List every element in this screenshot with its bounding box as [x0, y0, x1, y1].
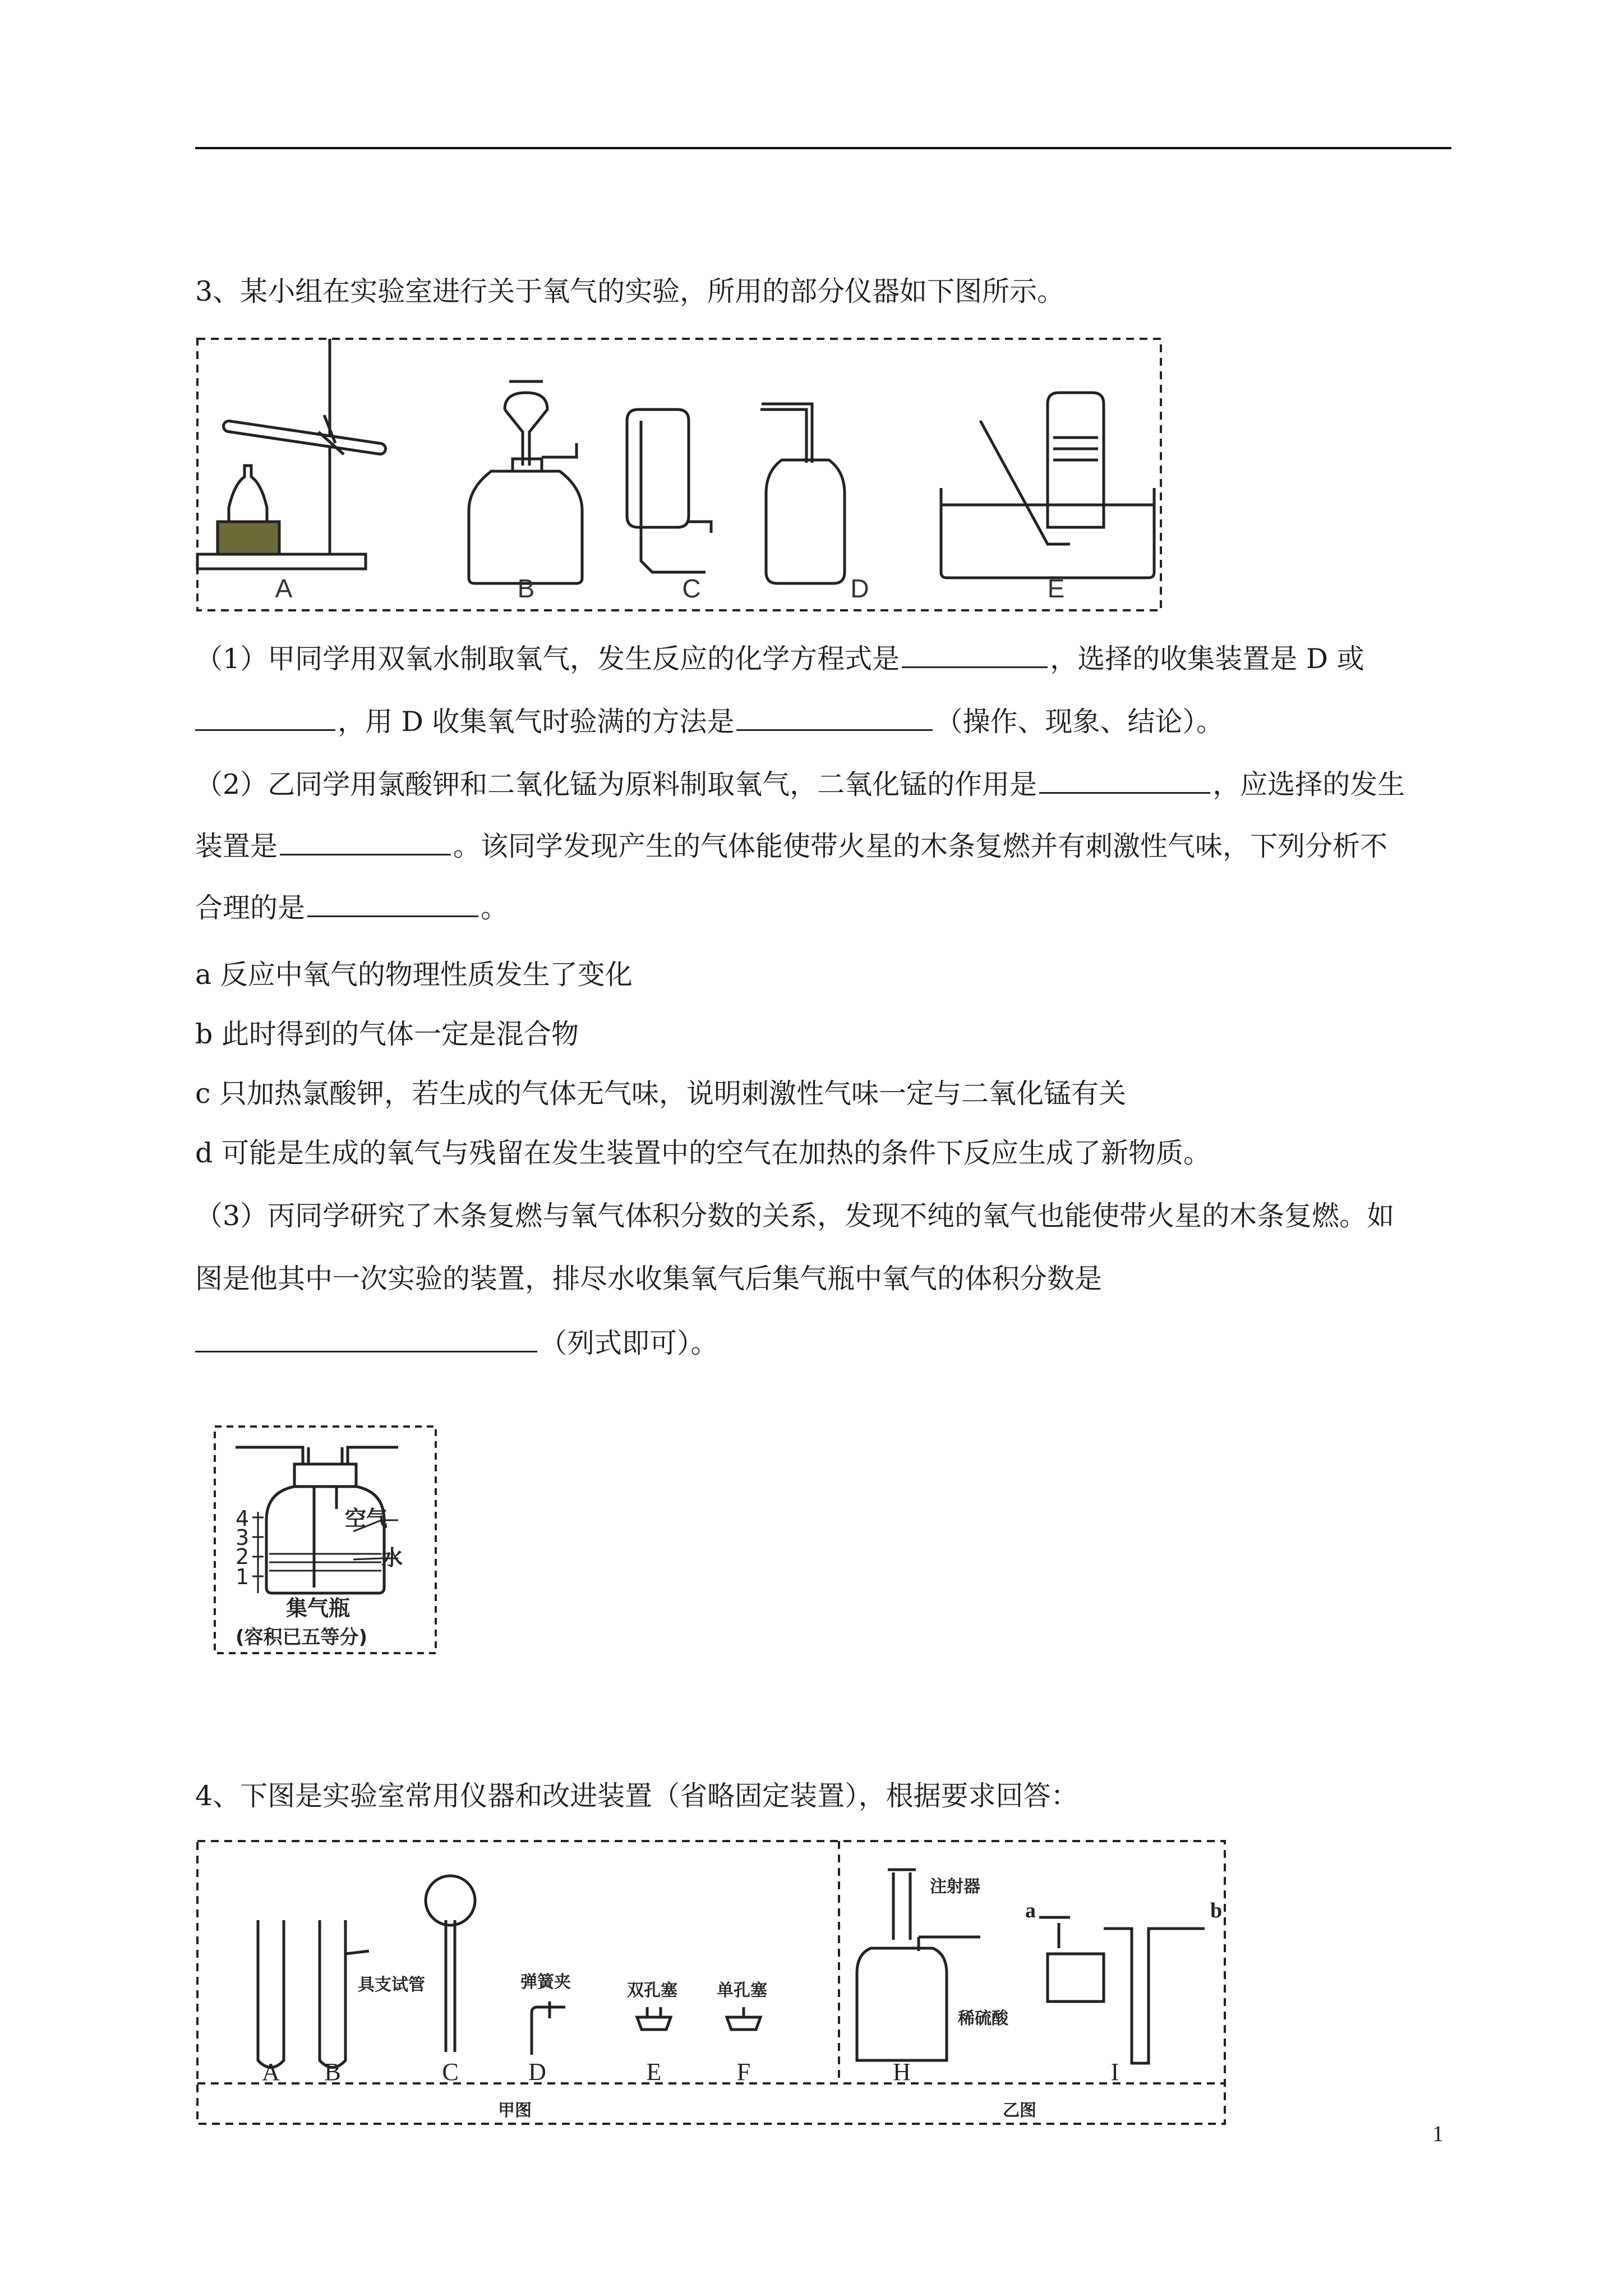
header-rule: [195, 147, 1451, 149]
apparatus-b: [469, 381, 582, 583]
device-i-cup: [1048, 1923, 1104, 2001]
water-label: 水: [381, 1545, 403, 1570]
double-stopper-label: 双孔塞: [627, 1981, 677, 2000]
left-caption: 甲图: [498, 2101, 532, 2120]
q3-part2-line1: （2）乙同学用氯酸钾和二氧化锰为原料制取氧气，二氧化锰的作用是 ，应选择的发生: [195, 766, 1405, 803]
answer-blank[interactable]: [902, 641, 1048, 668]
funnel-bulb-c: [426, 1876, 475, 1925]
label-b: B: [324, 2058, 341, 2086]
stopper-e: [637, 2007, 671, 2030]
apparatus-c: [627, 409, 711, 572]
page-number: 1: [1432, 2121, 1444, 2146]
label-h: H: [893, 2058, 911, 2086]
q3-part3-line1: （3）丙同学研究了木条复燃与氧气体积分数的关系，发现不纯的氧气也能使带火星的木条复燃。如: [195, 1200, 1395, 1232]
scale-1: 1: [236, 1565, 250, 1589]
q3-part1-line2: ，用 D 收集氧气时验满的方法是 （操作、现象、结论）。: [195, 703, 1224, 740]
q4-intro: 4、下图是实验室常用仪器和改进装置（省略固定装置），根据要求回答：: [195, 1780, 1078, 1812]
syringe-body: [888, 1870, 916, 1940]
flask-h: [857, 1948, 947, 2060]
single-stopper-label: 单孔塞: [717, 1981, 767, 2000]
label-c: C: [682, 574, 701, 603]
label-e: E: [646, 2058, 662, 2086]
q3-intro: 3、某小组在实验室进行关于氧气的实验，所用的部分仪器如下图所示。: [195, 275, 1065, 307]
dilute-acid-label: 稀硫酸: [958, 2009, 1008, 2028]
q3-part3-line2: 图是他其中一次实验的装置，排尽水收集氧气后集气瓶中氧气的体积分数是: [195, 1263, 1103, 1295]
label-i: I: [1110, 2058, 1119, 2086]
label-d: D: [528, 2058, 546, 2086]
scale-3: 3: [236, 1525, 250, 1550]
spring-clip-d: [532, 2001, 565, 2055]
air-label: 空气: [345, 1506, 388, 1531]
answer-blank[interactable]: [736, 703, 933, 731]
answer-blank[interactable]: [307, 890, 478, 917]
right-caption: 乙图: [1003, 2101, 1036, 2120]
apparatus-a: [197, 339, 380, 569]
funnel-stem-c: [446, 1920, 455, 2052]
option-b: b 此时得到的气体一定是混合物: [195, 1018, 579, 1050]
q3-apparatus-figure: [195, 337, 1163, 613]
branch-tube-label: 具支试管: [358, 1975, 425, 1995]
apparatus-drawing: [195, 337, 1163, 613]
test-tube-a: [258, 1920, 284, 2068]
label-c: C: [442, 2058, 459, 2086]
apparatus-d: [760, 404, 845, 583]
label-a: A: [275, 574, 293, 603]
answer-blank[interactable]: [280, 828, 451, 855]
stopper-f: [727, 2007, 760, 2030]
option-a: a 反应中氧气的物理性质发生了变化: [195, 959, 633, 991]
answer-blank[interactable]: [195, 703, 335, 731]
label-e: E: [1047, 574, 1065, 603]
answer-blank[interactable]: [195, 1325, 537, 1352]
q3-part1-line1: （1）甲同学用双氧水制取氧气，发生反应的化学方程式是 ，选择的收集装置是 D 或: [195, 641, 1364, 677]
q3-part2-line3: 合理的是 。: [195, 890, 508, 926]
q3-part2-line2: 装置是 。该同学发现产生的气体能使带火星的木条复燃并有刺激性气味，下列分析不: [195, 828, 1387, 864]
answer-blank[interactable]: [1039, 766, 1210, 794]
option-d: d 可能是生成的氧气与残留在发生装置中的空气在加热的条件下反应生成了新物质。: [195, 1137, 1211, 1169]
syringe-label: 注射器: [930, 1877, 980, 1897]
port-b-label: b: [1210, 1899, 1223, 1922]
q3-part3-line3: （列式即可）。: [195, 1325, 718, 1361]
port-a-label: a: [1025, 1899, 1036, 1922]
scale-4: 4: [236, 1506, 250, 1531]
volume-note: (容积已五等分): [236, 1626, 368, 1649]
bottle-label: 集气瓶: [286, 1596, 351, 1621]
q4-drawing: [195, 1839, 1227, 2126]
label-b: B: [517, 574, 535, 603]
scale-2: 2: [236, 1544, 250, 1569]
option-c: c 只加热氯酸钾，若生成的气体无气味，说明刺激性气味一定与二氧化锰有关: [195, 1078, 1127, 1110]
label-a: A: [262, 2058, 280, 2086]
gas-bottle-figure: [213, 1425, 437, 1655]
label-f: F: [736, 2058, 751, 2086]
gas-bottle-drawing: [213, 1425, 437, 1655]
q4-apparatus-figure: [195, 1839, 1227, 2126]
label-d: D: [850, 574, 869, 603]
device-i-tube: [1039, 1917, 1205, 2063]
spring-clip-label: 弹簧夹: [520, 1972, 571, 1992]
apparatus-e: [941, 393, 1154, 578]
